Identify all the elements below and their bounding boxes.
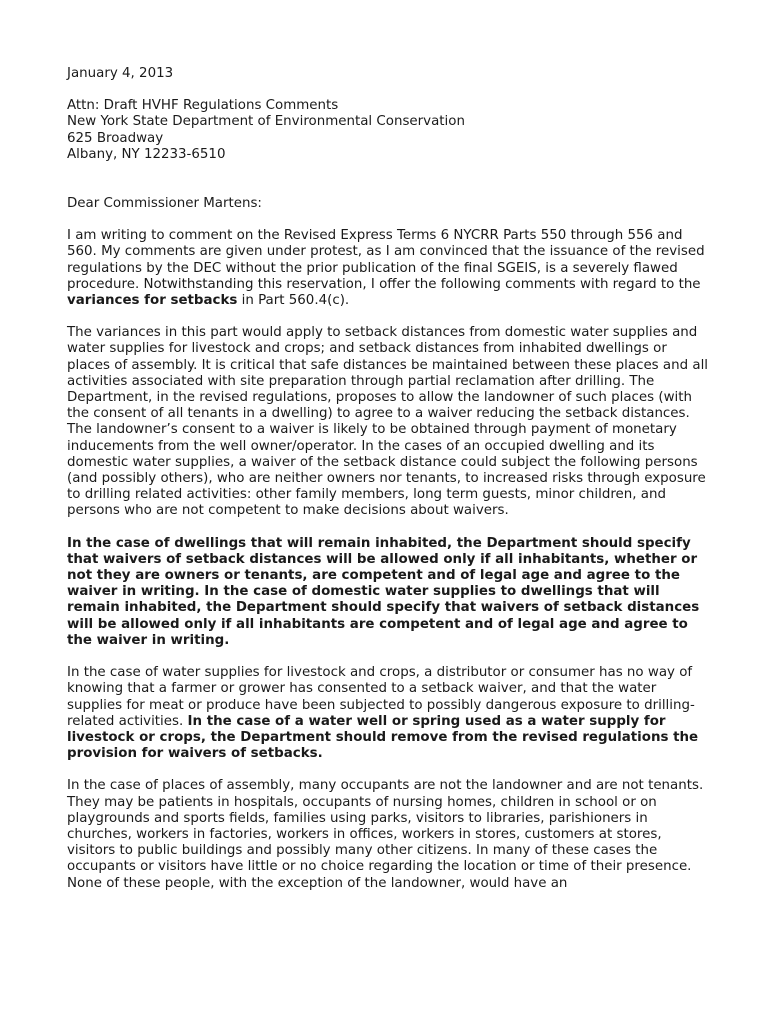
address-line-street: 625 Broadway xyxy=(67,130,164,146)
paragraph-assembly: In the case of places of assembly, many occupants are not the landowner and are not tenants. They may be patients in hospitals, occupants of nursing homes, children in school or on playgrounds and sports fields, families using parks, visitors to libraries, parishioners in churches, workers in factories, workers in offices, workers in stores, customers at stores, visitors to public buildings and possibly many other citizens. In many of these cases the occupants or visitors have little or no choice regarding the location or time of their presence. None of these people, with the exception of the landowner, would have an xyxy=(67,778,704,891)
recipient-address xyxy=(67,98,712,163)
address-line-attn: Attn: Draft HVHF Regulations Comments xyxy=(67,98,339,114)
paragraph-intro xyxy=(67,228,712,309)
paragraph-variances: The variances in this part would apply to setback distances from domestic water supplies and water supplies for livestock and crops; and setback distances from inhabited dwellings or places of assembly. It is critical that safe distances be maintained between these places and all activities associated with site preparation through partial reclamation after drilling. The Department, in the revised regulations, proposes to allow the landowner of such places (with the consent of all tenants in a dwelling) to agree to a waiver reducing the setback distances. The landowner’s consent to a waiver is likely to be obtained through payment of monetary inducements from the well owner/operator. In the cases of an occupied dwelling and its domestic water supplies, a waiver of the setback distance could subject the following persons (and possibly others), who are neither owners nor tenants, to increased risks through exposure to drilling related activities: other family members, long term guests, minor children, and persons who are not competent to make decisions about waivers. xyxy=(67,325,709,519)
paragraph-livestock xyxy=(67,665,712,762)
paragraph-livestock-bold: In the case of a water well or spring used as a water supply for livestock or crops, the Department should remove from the revised regulations the provision for waivers of setbacks. xyxy=(67,713,699,762)
letter-date: January 4, 2013 xyxy=(67,66,174,81)
address-line-department: New York State Department of Environmental Conservation xyxy=(67,114,465,130)
letter-page xyxy=(67,66,712,908)
address-line-city: Albany, NY 12233-6510 xyxy=(67,146,226,162)
paragraph-intro-end: in Part 560.4(c). xyxy=(237,293,350,309)
paragraph-dwellings-recommendation: In the case of dwellings that will remain inhabited, the Department should specify that waivers of setback distances will be allowed only if all inhabitants, whether or not they are owners or tenants, are competent and of legal age and agree to the waiver in writing. In the case of domestic water supplies to dwellings that will remain inhabited, the Department should specify that waivers of setback distances will be allowed only if all inhabitants are competent and of legal age and agree to the waiver in writing. xyxy=(67,535,700,648)
salutation: Dear Commissioner Martens: xyxy=(67,196,262,212)
paragraph-intro-text: I am writing to comment on the Revised Express Terms 6 NYCRR Parts 550 through 556 and 560. My comments are given under protest, as I am convinced that the issuance of the revised regulations by the DEC without the prior publication of the final SGEIS, is a severely flawed procedure. Notwithstanding this reservation, I offer the following comments with regard to the xyxy=(67,228,705,292)
paragraph-livestock-text: In the case of water supplies for livestock and crops, a distributor or consumer has no way of knowing that a farmer or grower has consented to a setback waiver, and that the water supplies for meat or produce have been subjected to possibly dangerous exposure to drilling-related activities. xyxy=(67,665,695,729)
paragraph-intro-bold: variances for setbacks xyxy=(67,293,238,309)
